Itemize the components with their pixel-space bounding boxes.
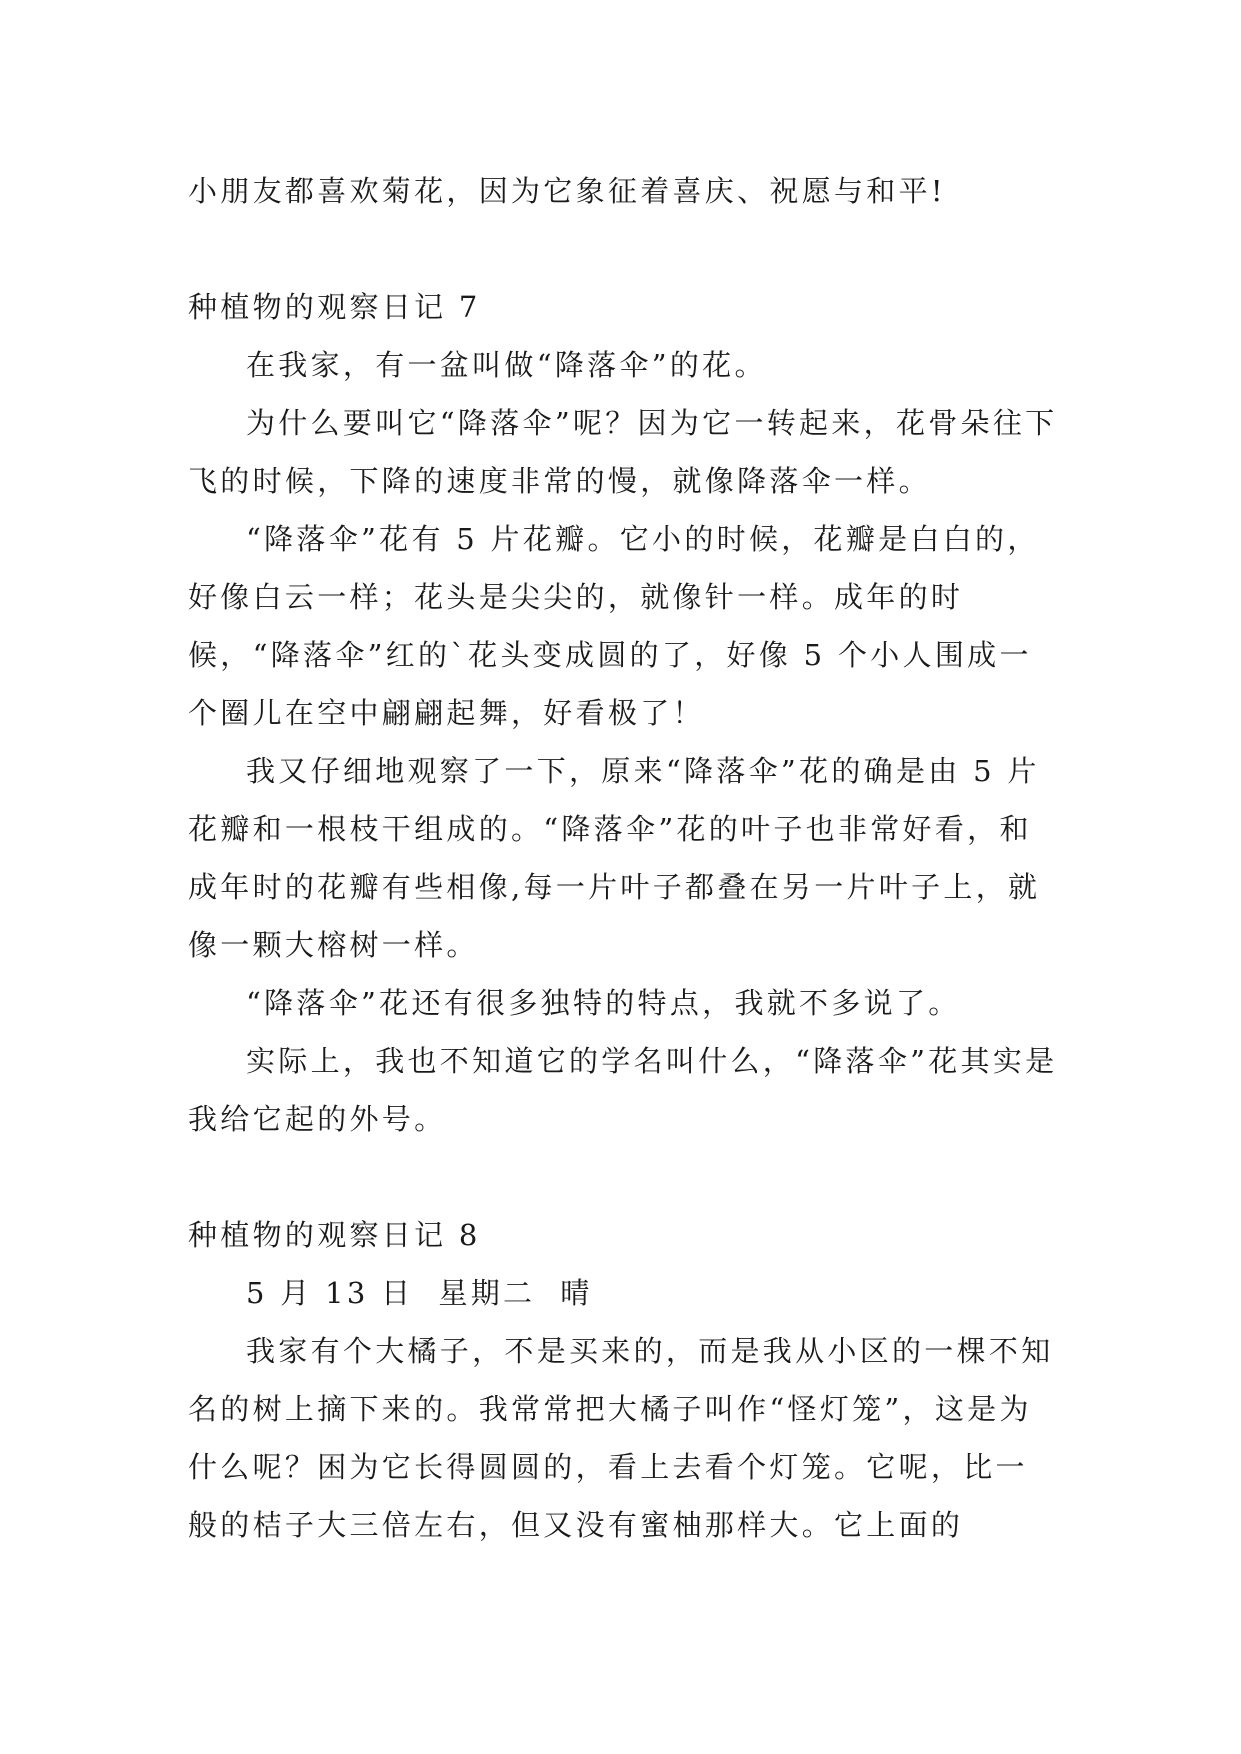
section-7-paragraph: “降落伞”花还有很多独特的特点，我就不多说了。 [246,986,961,1020]
section-8-date-line: 5 月 13 日 星期二 晴 [246,1276,593,1310]
document-body [188,162,1060,1554]
section-8-paragraph: 我家有个大橘子，不是买来的，而是我从小区的一棵不知名的树上摘下来的。我常常把大橘子叫作“怪灯笼”，这是为什么呢？困为它长得圆圆的，看上去看个灯笼。它呢，比一般的桔子大三倍左右，但又没有蜜柚那样大。它上面的 [188,1334,1054,1542]
section-7-paragraph: 实际上，我也不知道它的学名叫什么，“降落伞”花其实是我给它起的外号。 [188,1044,1058,1136]
section-7-paragraph: 我又仔细地观察了一下，原来“降落伞”花的确是由 5 片花瓣和一根枝干组成的。“降落伞”花的叶子也非常好看，和成年时的花瓣有些相像,每一片叶子都叠在另一片叶子上，就像一颗大榕树一样。 [188,754,1041,962]
section-gap [188,220,1060,278]
intro-line: 小朋友都喜欢菊花，因为它象征着喜庆、祝愿与和平! [188,174,946,208]
section-7-paragraph: 为什么要叫它“降落伞”呢？因为它一转起来，花骨朵往下飞的时候，下降的速度非常的慢，就像降落伞一样。 [188,406,1058,498]
section-8-title: 种植物的观察日记 8 [188,1218,481,1252]
section-gap [188,1148,1060,1206]
section-7-paragraph: 在我家，有一盆叫做“降落伞”的花。 [246,348,767,382]
section-7-title: 种植物的观察日记 7 [188,290,481,324]
section-7-paragraph: “降落伞”花有 5 片花瓣。它小的时候，花瓣是白白的，好像白云一样；花头是尖尖的，就像针一样。成年的时候，“降落伞”红的`花头变成圆的了，好像 5 个小人围成一个圈儿在空中翩翩起舞，好看极了！ [188,522,1040,730]
